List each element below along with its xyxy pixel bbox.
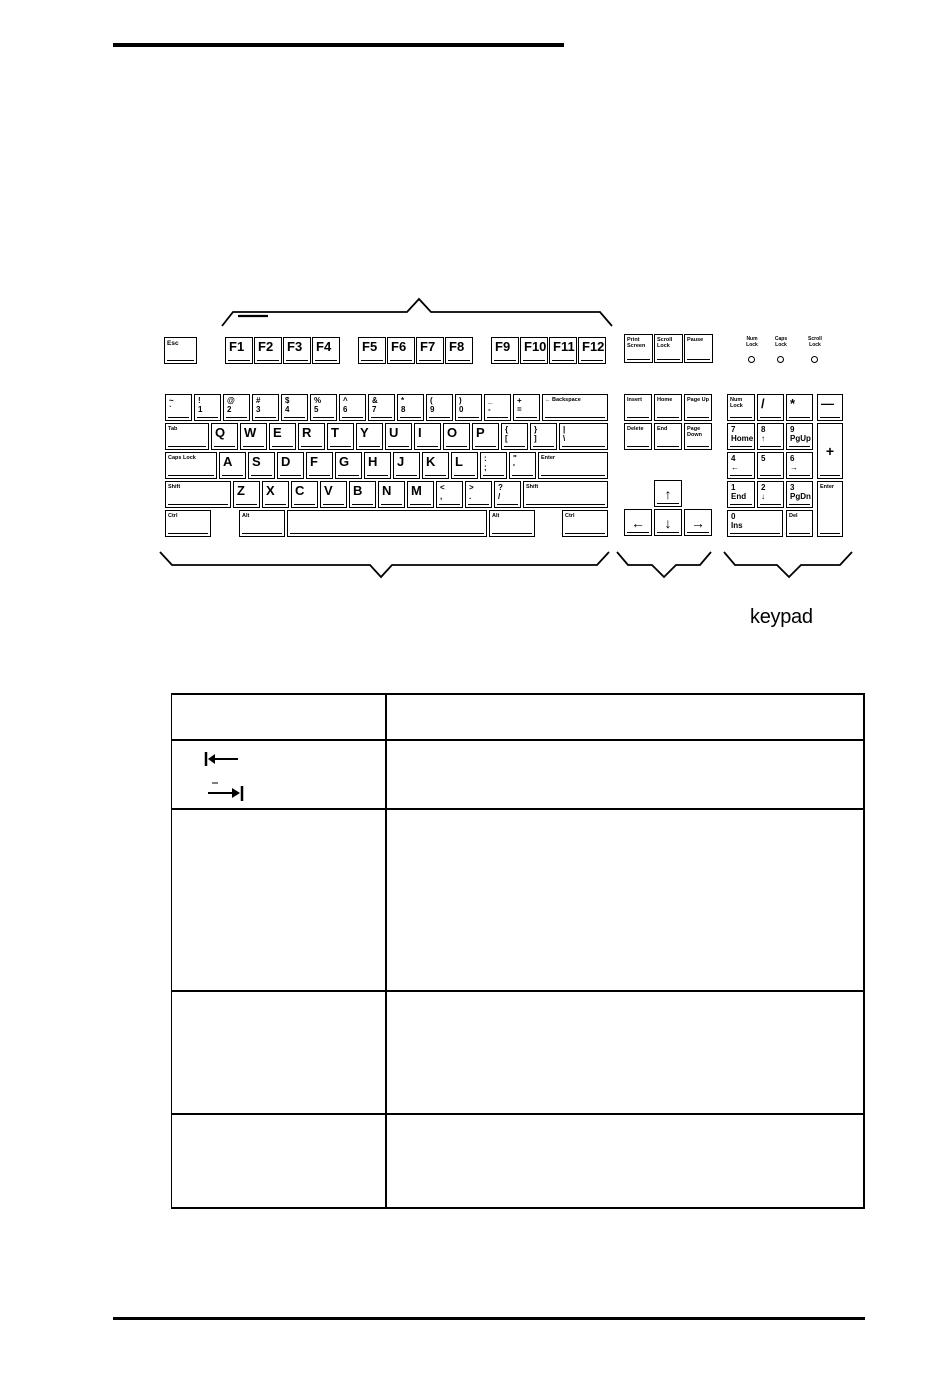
key-label: F7: [420, 339, 436, 354]
key-label: X: [266, 483, 275, 498]
key-u[interactable]: [385, 423, 412, 450]
key-legend-bottom: 8: [401, 404, 406, 414]
key-legend-bottom: 1: [198, 404, 203, 414]
key-f8[interactable]: [445, 337, 473, 364]
key-insert[interactable]: [624, 394, 652, 421]
key-legend-bottom: →: [790, 462, 798, 472]
key-label: F2: [258, 339, 274, 354]
key-arrow-left[interactable]: [624, 509, 652, 536]
key-r[interactable]: [298, 423, 325, 450]
key-legend-top: 7: [731, 425, 736, 434]
key-f7[interactable]: [416, 337, 444, 364]
key-legend-top: _: [488, 396, 493, 405]
tab-right-icon: [202, 781, 252, 803]
table-row-divider: [172, 808, 863, 810]
indicator-label-num-lock: Num Lock: [746, 336, 758, 348]
key-legend-bottom: 5: [314, 404, 319, 414]
key-b[interactable]: [349, 481, 376, 508]
key-legend-top: @: [227, 396, 235, 405]
key-legend-top: 5: [761, 454, 766, 463]
key-legend-bottom: ]: [534, 433, 537, 443]
key-legend-bottom: /: [498, 491, 501, 501]
key-5[interactable]: [310, 394, 337, 421]
key-m[interactable]: [407, 481, 434, 508]
key-legend-bottom: \: [563, 433, 566, 443]
key-numpad-slash[interactable]: [757, 394, 784, 421]
key-label: N: [382, 483, 392, 498]
key-legend-top: ": [513, 454, 517, 463]
key-legend-top: <: [440, 483, 445, 492]
key-legend-bottom: End: [731, 491, 747, 501]
bottom-rule: [113, 1317, 865, 1320]
key-1[interactable]: [194, 394, 221, 421]
key-label: Ctrl: [565, 513, 575, 519]
key-label: A: [223, 454, 233, 469]
key-label: Enter: [820, 484, 835, 490]
key-legend-top: %: [314, 396, 322, 405]
key-0[interactable]: [455, 394, 482, 421]
key-f1[interactable]: [225, 337, 253, 364]
key-label: Ctrl: [168, 513, 178, 519]
key-f11[interactable]: [549, 337, 577, 364]
key-label: Print Screen: [627, 337, 646, 350]
table-header-divider: [172, 739, 863, 741]
key-label: Page Up: [687, 397, 710, 403]
key-page-up[interactable]: [684, 394, 712, 421]
key-label: F11: [553, 339, 575, 354]
key-numpad-plus[interactable]: [817, 423, 843, 479]
key-f5[interactable]: [358, 337, 386, 364]
indicator-light-scroll-lock: [811, 356, 818, 363]
key-label: Del: [789, 513, 798, 519]
key-legend-bottom: 3: [256, 404, 261, 414]
key-label: B: [353, 483, 363, 498]
key-numpad-enter[interactable]: [817, 481, 843, 537]
key-legend-bottom: ,: [440, 491, 443, 501]
key-comma[interactable]: [436, 481, 463, 508]
key-label: J: [397, 454, 405, 469]
key-label: D: [281, 454, 291, 469]
indicator-label-scroll-lock: Scroll Lock: [808, 336, 822, 348]
key-label: C: [295, 483, 305, 498]
key-label: ↓: [664, 514, 672, 531]
key-esc[interactable]: [164, 337, 197, 364]
key-legend-top: ?: [498, 483, 503, 492]
key-l[interactable]: [451, 452, 478, 479]
key-sym[interactable]: [513, 394, 540, 421]
key-end[interactable]: [654, 423, 682, 450]
key-k[interactable]: [422, 452, 449, 479]
key-x[interactable]: [262, 481, 289, 508]
key-label: Z: [237, 483, 245, 498]
key-label: Q: [215, 425, 226, 440]
key-numpad-3[interactable]: [786, 481, 813, 508]
key-label: Shift: [526, 484, 539, 490]
key-g[interactable]: [335, 452, 362, 479]
key-legend-bottom: 9: [430, 404, 435, 414]
key-9[interactable]: [426, 394, 453, 421]
table-column-divider: [385, 695, 387, 1207]
key-legend-bottom: 7: [372, 404, 377, 414]
key-label: End: [657, 426, 668, 432]
key-legend-bottom: ↓: [761, 491, 765, 501]
key-3[interactable]: [252, 394, 279, 421]
key-7[interactable]: [368, 394, 395, 421]
key-label: —: [821, 396, 834, 411]
key-numpad-6[interactable]: [786, 452, 813, 479]
key-num-lock[interactable]: [727, 394, 755, 421]
key-legend-top: 4: [731, 454, 736, 463]
key-label: F1: [229, 339, 245, 354]
key-left-shift[interactable]: [165, 481, 231, 508]
key-legend-top: 3: [790, 483, 795, 492]
key-label: Insert: [627, 397, 642, 403]
key-legend-bottom: Ins: [731, 520, 743, 530]
key-legend-top: &: [372, 396, 378, 405]
key-legend-bottom: PgDn: [790, 491, 811, 501]
key-label: ↑: [664, 485, 672, 502]
key-label: →: [691, 514, 705, 531]
key-z[interactable]: [233, 481, 260, 508]
key-label: P: [476, 425, 485, 440]
key-label: Esc: [167, 340, 179, 347]
key-legend-bottom: ;: [484, 462, 487, 472]
key-legend-top: |: [563, 425, 566, 434]
key-c[interactable]: [291, 481, 318, 508]
key-legend-bottom: ↑: [761, 433, 765, 443]
key-label: G: [339, 454, 350, 469]
key-label: W: [244, 425, 257, 440]
key-label: S: [252, 454, 261, 469]
key-q[interactable]: [211, 423, 238, 450]
key-legend-top: #: [256, 396, 261, 405]
key-label: Caps Lock: [168, 455, 196, 461]
key-scroll-lock[interactable]: [654, 334, 683, 363]
key-p[interactable]: [472, 423, 499, 450]
key-quote[interactable]: [509, 452, 536, 479]
key-arrow-down[interactable]: [654, 509, 682, 536]
key-label: ← Backspace: [545, 397, 581, 403]
key-numpad-4[interactable]: [727, 452, 755, 479]
key-period[interactable]: [465, 481, 492, 508]
key-label: I: [418, 425, 422, 440]
key-legend-top: :: [484, 454, 487, 463]
key-right-bracket[interactable]: [530, 423, 557, 450]
key-legend-top: !: [198, 396, 201, 405]
key-legend-top: ): [459, 396, 462, 405]
key-legend-top: +: [517, 396, 522, 405]
key-pause[interactable]: [684, 334, 713, 363]
table-row-divider: [172, 1113, 863, 1115]
key-numpad-del[interactable]: [786, 510, 813, 537]
key-n[interactable]: [378, 481, 405, 508]
key-numpad-1[interactable]: [727, 481, 755, 508]
key-legend-bottom: 4: [285, 404, 290, 414]
key-label: Shift: [168, 484, 181, 490]
key-label: Y: [360, 425, 369, 440]
key-backslash[interactable]: [559, 423, 608, 450]
key-enter[interactable]: [538, 452, 608, 479]
key-numpad-9[interactable]: [786, 423, 813, 450]
key-right-shift[interactable]: [523, 481, 608, 508]
key-label: R: [302, 425, 312, 440]
key-label: Page Down: [687, 426, 702, 439]
key-legend-bottom: 6: [343, 404, 348, 414]
key-label: Delete: [627, 426, 644, 432]
key-label: ←: [631, 514, 645, 531]
key-w[interactable]: [240, 423, 267, 450]
key-legend-bottom: 0: [459, 404, 464, 414]
key-legend-top: *: [401, 396, 405, 405]
key-label: Pause: [687, 337, 704, 343]
key-legend-top: 9: [790, 425, 795, 434]
key-label: Num Lock: [730, 397, 743, 410]
key-legend-bottom: PgUp: [790, 433, 811, 443]
key-arrow-up[interactable]: [654, 480, 682, 507]
key-left-alt[interactable]: [239, 510, 285, 537]
key-label: F10: [524, 339, 547, 354]
key-legend-top: $: [285, 396, 290, 405]
key-legend-bottom: ': [513, 462, 515, 472]
key-s[interactable]: [248, 452, 275, 479]
key-f[interactable]: [306, 452, 333, 479]
key-right-alt[interactable]: [489, 510, 535, 537]
key-v[interactable]: [320, 481, 347, 508]
key-caps-lock[interactable]: [165, 452, 217, 479]
indicator-light-caps-lock: [777, 356, 784, 363]
key-legend-bottom: `: [169, 404, 172, 414]
key-label: F3: [287, 339, 303, 354]
key-e[interactable]: [269, 423, 296, 450]
key-f12[interactable]: [578, 337, 606, 364]
key-label: U: [389, 425, 399, 440]
key-print-screen[interactable]: [624, 334, 653, 363]
key-left-ctrl[interactable]: [165, 510, 211, 537]
key-label: F9: [495, 339, 511, 354]
key-d[interactable]: [277, 452, 304, 479]
key-sym[interactable]: [484, 394, 511, 421]
key-label: Tab: [168, 426, 178, 432]
key-label: F5: [362, 339, 378, 354]
key-label: Alt: [492, 513, 500, 519]
key-t[interactable]: [327, 423, 354, 450]
key-numpad-5[interactable]: [757, 452, 784, 479]
key-legend-top: 1: [731, 483, 736, 492]
key-label: Alt: [242, 513, 250, 519]
key-legend-top: }: [534, 425, 538, 434]
key-legend-bottom: .: [469, 491, 472, 501]
key-h[interactable]: [364, 452, 391, 479]
table-row-divider: [172, 990, 863, 992]
key-f6[interactable]: [387, 337, 415, 364]
keyboard-diagram: [0, 0, 950, 640]
key-legend-top: 0: [731, 512, 736, 521]
key-label: Home: [657, 397, 673, 403]
key-description-table: [171, 693, 865, 1209]
key-label: H: [368, 454, 378, 469]
key-legend-bottom: Home: [731, 433, 754, 443]
key-numpad-minus[interactable]: [817, 394, 843, 421]
key-label: E: [273, 425, 282, 440]
key-home[interactable]: [654, 394, 682, 421]
key-legend-top: 6: [790, 454, 795, 463]
key-space[interactable]: [287, 510, 487, 537]
key-legend-top: ^: [343, 396, 348, 405]
key-y[interactable]: [356, 423, 383, 450]
key-i[interactable]: [414, 423, 441, 450]
key-label: K: [426, 454, 436, 469]
key-legend-top: {: [505, 425, 509, 434]
key-label: V: [324, 483, 333, 498]
key-legend-top: 2: [761, 483, 766, 492]
keyboard-brackets: [0, 0, 950, 640]
key-4[interactable]: [281, 394, 308, 421]
key-label: M: [411, 483, 422, 498]
key-right-ctrl[interactable]: [562, 510, 608, 537]
key-f4[interactable]: [312, 337, 340, 364]
key-numpad-8[interactable]: [757, 423, 784, 450]
key-legend-top: >: [469, 483, 474, 492]
key-semicolon[interactable]: [480, 452, 507, 479]
keypad-label: keypad: [750, 606, 813, 628]
key-label: *: [790, 396, 796, 411]
key-legend-bottom: 2: [227, 404, 232, 414]
key-j[interactable]: [393, 452, 420, 479]
key-numpad-2[interactable]: [757, 481, 784, 508]
key-legend-bottom: ←: [731, 462, 739, 472]
key-delete[interactable]: [624, 423, 652, 450]
key-legend-top: 8: [761, 425, 766, 434]
key-legend-bottom: =: [517, 404, 522, 414]
key-label: Scroll Lock: [657, 337, 673, 350]
key-f3[interactable]: [283, 337, 311, 364]
key-legend-top: (: [430, 396, 433, 405]
indicator-light-num-lock: [748, 356, 755, 363]
key-label: +: [825, 443, 835, 459]
key-label: F6: [391, 339, 407, 354]
key-left-bracket[interactable]: [501, 423, 528, 450]
key-label: F8: [449, 339, 465, 354]
key-f10[interactable]: [520, 337, 548, 364]
key-arrow-right[interactable]: [684, 509, 712, 536]
key-tab[interactable]: [165, 423, 209, 450]
key-a[interactable]: [219, 452, 246, 479]
key-6[interactable]: [339, 394, 366, 421]
key-8[interactable]: [397, 394, 424, 421]
key-numpad-7[interactable]: [727, 423, 755, 450]
key-label: /: [761, 396, 765, 411]
tab-left-icon: [202, 750, 252, 770]
key-backspace[interactable]: [542, 394, 608, 421]
key-label: O: [447, 425, 458, 440]
key-legend-bottom: -: [488, 404, 491, 414]
key-f9[interactable]: [491, 337, 519, 364]
key-label: T: [331, 425, 339, 440]
key-numpad-star[interactable]: [786, 394, 813, 421]
key-2[interactable]: [223, 394, 250, 421]
key-label: Enter: [541, 455, 556, 461]
key-legend-bottom: [: [505, 433, 508, 443]
key-f2[interactable]: [254, 337, 282, 364]
key-legend-top: ~: [169, 396, 174, 405]
indicator-label-caps-lock: Caps Lock: [774, 336, 788, 348]
key-label: L: [455, 454, 463, 469]
key-page-down[interactable]: [684, 423, 712, 450]
key-sym[interactable]: [165, 394, 192, 421]
key-label: F: [310, 454, 318, 469]
key-label: F12: [582, 339, 605, 354]
key-numpad-0[interactable]: [727, 510, 783, 537]
key-label: F4: [316, 339, 332, 354]
key-o[interactable]: [443, 423, 470, 450]
key-slash[interactable]: [494, 481, 521, 508]
